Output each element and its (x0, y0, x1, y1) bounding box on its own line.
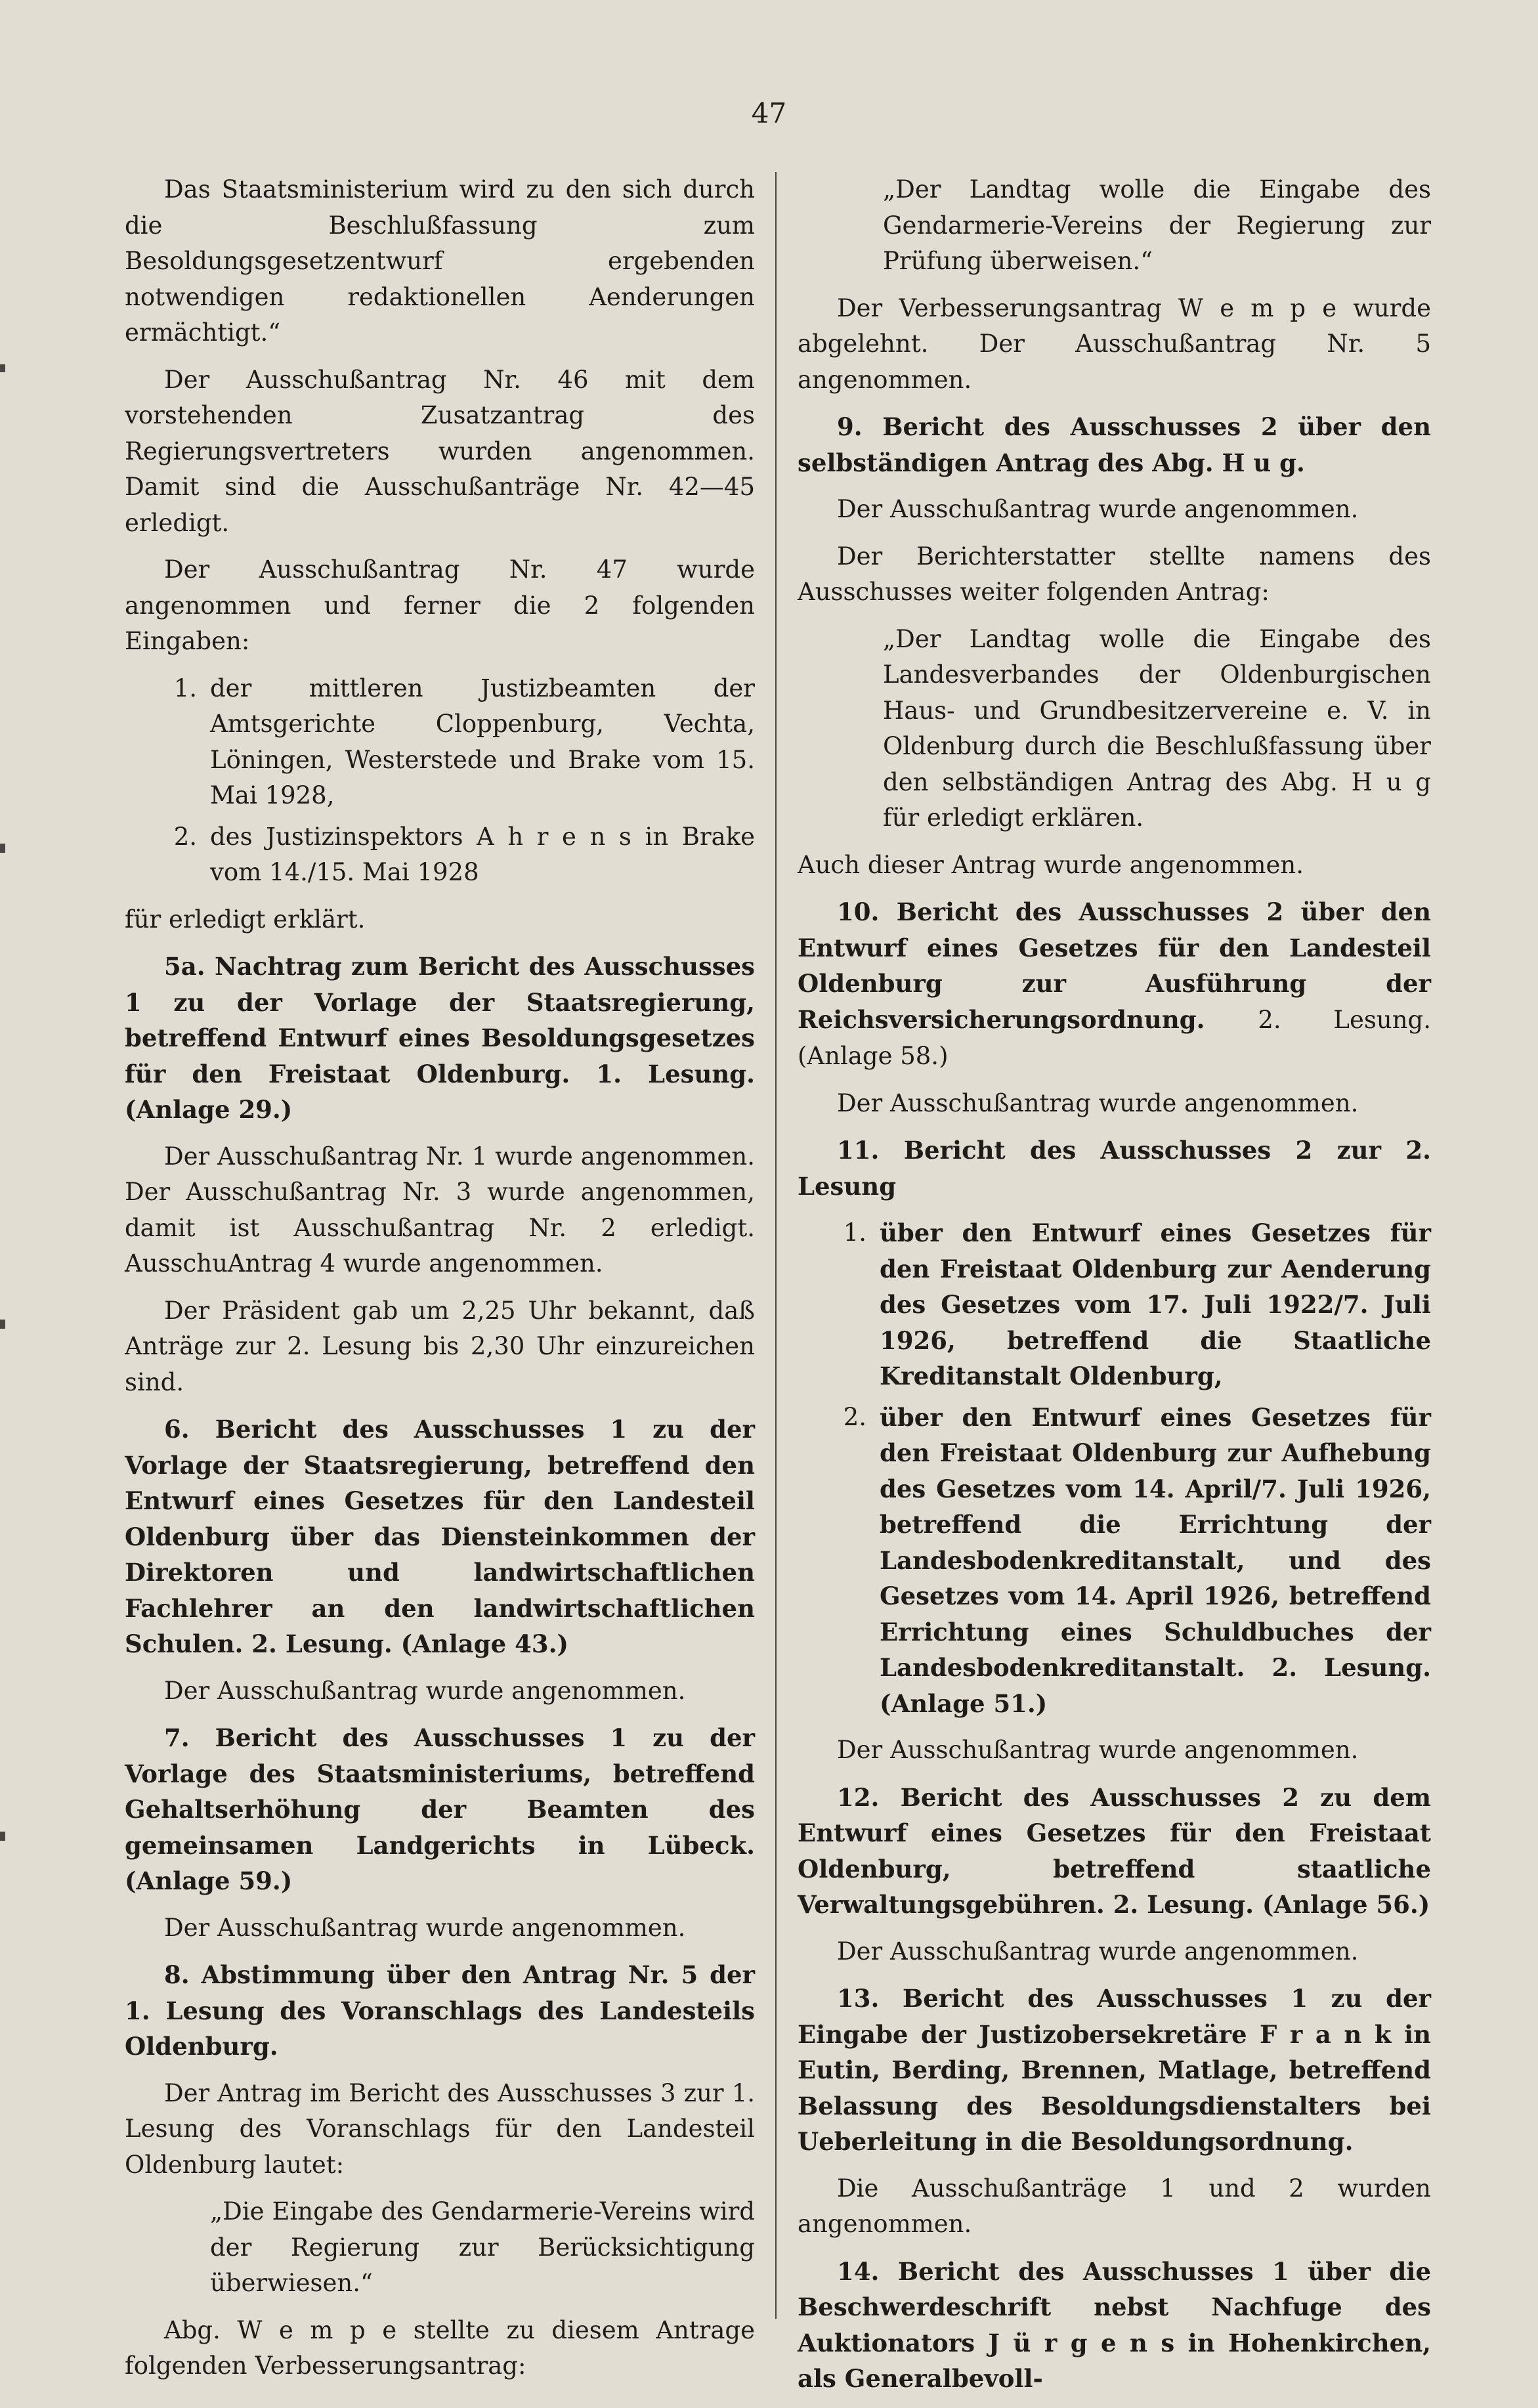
list-number: 1. (173, 674, 197, 702)
paragraph: Der Ausschußantrag wurde angenommen. (837, 1736, 1359, 1764)
section-heading-10-reading: 2. Lesung. (Anlage 58.) (798, 1005, 1431, 1070)
left-column (125, 172, 755, 2396)
paragraph: Das Staatsministerium wird zu den sich durch die Beschlußfassung zum Besoldungsgesetzentwurf ergebenden notwendigen redaktionellen Aenderungen ermächtigt.“ (125, 175, 755, 347)
list-text: über den Entwurf eines Gesetzes für den Freistaat Oldenburg zur Aenderung des Gesetzes vom 17. Juli 1922/7. Juli 1926, betreffend die Staatliche Kreditanstalt Oldenburg, (880, 1218, 1431, 1390)
section-heading-10-title: 10. Bericht des Ausschusses 2 über den Entwurf eines Gesetzes für den Landesteil Oldenburg zur Ausführung der Reichsversicherungsordnung. (798, 897, 1431, 1034)
list-item (798, 1215, 1431, 1394)
section-heading-6: 6. Bericht des Ausschusses 1 zu der Vorlage der Staatsregierung, betreffend den Entwurf eines Gesetzes für den Landesteil Oldenburg über das Diensteinkommen der Direktoren und landwirtschaftlichen Fachlehrer an den landwirtschaftlichen Schulen. 2. Lesung. (Anlage 43.) (125, 1415, 755, 1658)
section-heading-11: 11. Bericht des Ausschusses 2 zur 2. Lesung (798, 1136, 1431, 1201)
list-number: 1. (843, 1218, 866, 1247)
paragraph: Die Ausschußanträge 1 und 2 wurden angenommen. (798, 2174, 1431, 2238)
petition-list (125, 671, 755, 891)
list-item (125, 819, 755, 891)
edge-mark (0, 1832, 5, 1841)
paragraph: Der Ausschußantrag Nr. 47 wurde angenommen und ferner die 2 folgenden Eingaben: (125, 555, 755, 655)
list-text: des Justizinspektors A h r e n s in Brake vom 14./15. Mai 1928 (210, 822, 755, 886)
edge-mark (0, 364, 5, 372)
section-heading-13: 13. Bericht des Ausschusses 1 zu der Eingabe der Justizobersekretäre F r a n k in Eutin, Berding, Brennen, Matlage, betreffend Belassung des Besoldungsdienstalters bei Ueberleitung in die Besoldungsordnung. (798, 1984, 1431, 2156)
list-item (125, 671, 755, 814)
section-heading-5a: 5a. Nachtrag zum Bericht des Ausschusses 1 zu der Vorlage der Staatsregierung, betreffend Entwurf eines Besoldungsgesetzes für den Freistaat Oldenburg. 1. Lesung. (Anlage 29.) (125, 952, 755, 1124)
paragraph: Der Antrag im Bericht des Ausschusses 3 zur 1. Lesung des Voranschlags für den Landesteil Oldenburg lautet: (125, 2078, 755, 2179)
list-item (798, 1400, 1431, 1722)
paragraph: Der Präsident gab um 2,25 Uhr bekannt, daß Anträge zur 2. Lesung bis 2,30 Uhr einzureichen sind. (125, 1296, 755, 1396)
paragraph: Der Ausschußantrag wurde angenommen. (837, 495, 1359, 523)
column-divider (775, 172, 777, 2319)
paragraph: Der Ausschußantrag wurde angenommen. (164, 1676, 686, 1705)
list-number: 2. (843, 1402, 866, 1431)
paragraph: Der Verbesserungsantrag W e m p e wurde abgelehnt. Der Ausschußantrag Nr. 5 angenommen. (798, 293, 1431, 394)
paragraph: Der Ausschußantrag wurde angenommen. (837, 1088, 1359, 1117)
paragraph: Der Ausschußantrag wurde angenommen. (164, 1913, 686, 1942)
list-text: der mittleren Justizbeamten der Amtsgerichte Cloppenburg, Vechta, Löningen, Westerstede und Brake vom 15. Mai 1928, (210, 674, 755, 809)
quotation: „Der Landtag wolle die Eingabe des Gendarmerie-Vereins der Regierung zur Prüfung überweisen.“ (883, 175, 1431, 275)
section-heading-14: 14. Bericht des Ausschusses 1 über die Beschwerdeschrift nebst Nachfuge des Auktionators J ü r g e n s in Hohenkirchen, als Generalbevoll- (798, 2256, 1431, 2393)
paragraph: Der Ausschußantrag Nr. 46 mit dem vorstehenden Zusatzantrag des Regierungsvertreters wurden angenommen. Damit sind die Ausschußanträge Nr. 42—45 erledigt. (125, 365, 755, 537)
paragraph: Der Berichterstatter stellte namens des Ausschusses weiter folgenden Antrag: (798, 542, 1431, 606)
paragraph: Abg. W e m p e stellte zu diesem Antrage folgenden Verbesserungsantrag: (125, 2315, 755, 2380)
edge-mark (0, 1320, 5, 1329)
section-heading-8: 8. Abstimmung über den Antrag Nr. 5 der 1. Lesung des Voranschlags des Landesteils Oldenburg. (125, 1960, 755, 2061)
edge-mark (0, 844, 5, 853)
page-number: 47 (751, 97, 787, 129)
paragraph: Auch dieser Antrag wurde angenommen. (798, 850, 1304, 879)
paragraph: Der Ausschußantrag wurde angenommen. (837, 1937, 1359, 1966)
right-column (798, 172, 1431, 2408)
section-heading-12: 12. Bericht des Ausschusses 2 zu dem Entwurf eines Gesetzes für den Freistaat Oldenburg, betreffend staatliche Verwaltungsgebühren. 2. Lesung. (Anlage 56.) (798, 1782, 1431, 1919)
quotation: „Der Landtag wolle die Eingabe des Landesverbandes der Oldenburgischen Haus- und Grundbesitzervereine e. V. in Oldenburg durch die Beschlußfassung über den selbständigen Antrag des Abg. H u g für erledigt erklären. (883, 624, 1431, 832)
section-heading-7: 7. Bericht des Ausschusses 1 zu der Vorlage des Staatsministeriums, betreffend Gehaltserhöhung der Beamten des gemeinsamen Landgerichts in Lübeck. (Anlage 59.) (125, 1723, 755, 1895)
quotation: „Die Eingabe des Gendarmerie-Vereins wird der Regierung zur Berücksichtigung überwiesen.“ (210, 2197, 755, 2297)
paragraph: Der Ausschußantrag Nr. 1 wurde angenommen. Der Ausschußantrag Nr. 3 wurde angenommen, damit ist Ausschußantrag Nr. 2 erledigt. AusschuAntrag 4 wurde angenommen. (125, 1142, 755, 1278)
section-heading-9: 9. Bericht des Ausschusses 2 über den selbständigen Antrag des Abg. H u g. (798, 412, 1431, 477)
paragraph: für erledigt erklärt. (125, 905, 366, 934)
section-heading-10 (798, 894, 1431, 1075)
list-text: über den Entwurf eines Gesetzes für den Freistaat Oldenburg zur Aufhebung des Gesetzes vom 14. April/7. Juli 1926, betreffend die Errichtung der Landesbodenkreditanstalt, und des Gesetzes vom 14. April 1926, betreffend Errichtung eines Schuldbuches der Landesbodenkreditanstalt. 2. Lesung. (Anlage 51.) (880, 1402, 1431, 1718)
list-number: 2. (173, 822, 197, 851)
bill-list (798, 1215, 1431, 1721)
